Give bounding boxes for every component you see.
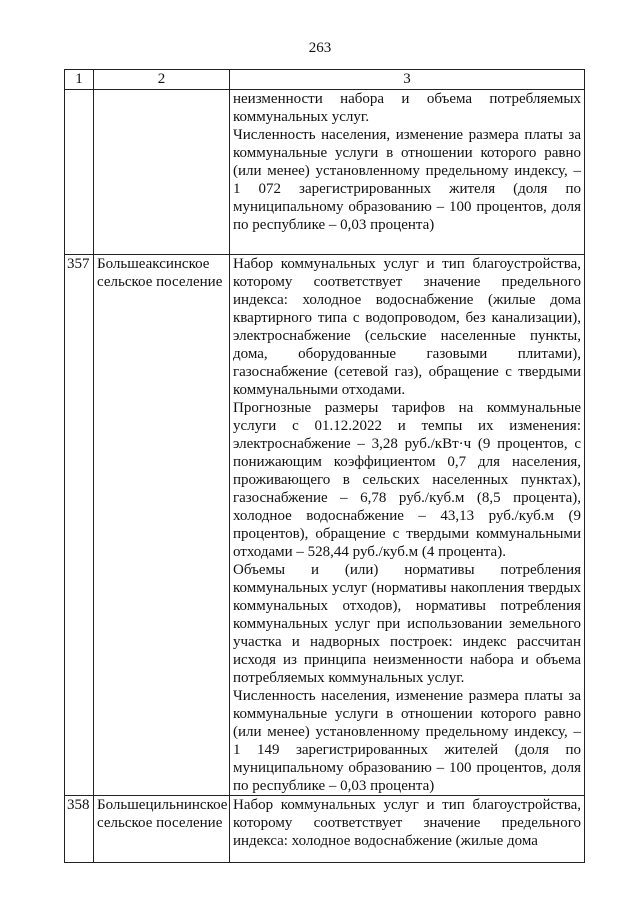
tariff-table [64,69,585,863]
header-col-2: 2 [94,70,230,90]
row-description [230,255,585,796]
row-number: 358 [65,796,94,863]
row-number [65,90,94,255]
table-row [65,796,585,863]
row-description [230,90,585,255]
row-number: 357 [65,255,94,796]
settlement-name: Большецильнинское сельское поселение [94,796,230,863]
description-paragraph: неизменности набора и объема потребляемых коммунальных услуг. [233,91,581,125]
description-paragraph: Набор коммунальных услуг и тип благоустройства, которому соответствует значение предельного индекса: холодное водоснабжение (жилые дома [233,797,581,849]
description-paragraph: Набор коммунальных услуг и тип благоустройства, которому соответствует значение предельного индекса: холодное водоснабжение (жилые дома квартирного типа с водопроводом, без канализации), электроснабжение (сельские населенные пункты, дома, оборудованные газовыми плитами), газоснабжение (сетевой газ), обращение с твердыми коммунальными отходами. [233,256,581,398]
description-paragraph: Численность населения, изменение размера платы за коммунальные услуги в отношении которого равно (или менее) установленному предельному индексу, – 1 149 зарегистрированных жителей (доля по муниципальному образованию – 100 процентов, доля по республике – 0,03 процента) [233,688,581,794]
table-header-row [65,70,585,90]
description-paragraph: Прогнозные размеры тарифов на коммунальные услуги с 01.12.2022 и темпы их изменения: электроснабжение – 3,28 руб./кВт·ч (9 процентов, с понижающим коэффициентом 0,7 для населения, проживающего в сельских населенных пунктах), газоснабжение – 6,78 руб./куб.м (8,5 процента), холодное водоснабжение – 43,13 руб./куб.м (9 процентов), обращение с твердыми коммунальными отходами – 528,44 руб./куб.м (4 процента). [233,400,581,560]
header-col-1: 1 [65,70,94,90]
settlement-name [94,90,230,255]
settlement-name: Большеаксинское сельское поселение [94,255,230,796]
description-paragraph: Численность населения, изменение размера платы за коммунальные услуги в отношении которого равно (или менее) установленному предельному индексу, – 1 072 зарегистрированных жителя (доля по муниципальному образованию – 100 процентов, доля по республике – 0,03 процента) [233,127,581,233]
table-row [65,90,585,255]
table-row [65,255,585,796]
row-description [230,796,585,863]
header-col-3: 3 [230,70,585,90]
page-number: 263 [308,40,332,56]
description-paragraph: Объемы и (или) нормативы потребления коммунальных услуг (нормативы накопления твердых коммунальных отходов), нормативы потребления коммунальных услуг при использовании земельного участка и надворных построек: индекс рассчитан исходя из принципа неизменности набора и объема потребляемых коммунальных услуг. [233,562,581,686]
